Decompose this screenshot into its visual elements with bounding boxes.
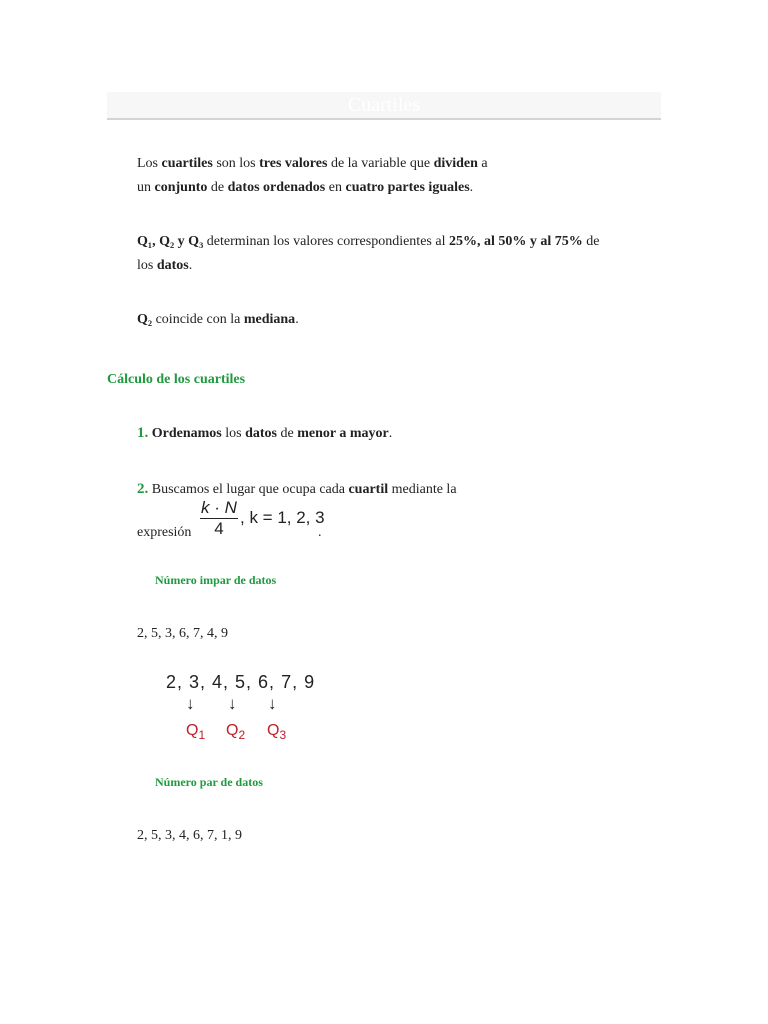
text: de la variable que xyxy=(327,156,434,171)
median-paragraph xyxy=(137,308,299,332)
text: los xyxy=(137,258,157,273)
text: Buscamos el lugar que ocupa cada xyxy=(148,482,349,497)
even-heading xyxy=(155,774,263,790)
subsection-title: Número par de datos xyxy=(155,775,263,789)
q-index: 3 xyxy=(279,728,287,743)
q-letter: Q xyxy=(267,722,280,739)
text: mediante la xyxy=(388,482,457,497)
text-bold: Q₂ xyxy=(137,312,153,327)
step-number: 2. xyxy=(137,481,149,497)
text-bold: dividen xyxy=(433,156,478,171)
page-title: Cuartiles xyxy=(347,94,421,116)
quartiles-definition xyxy=(137,230,599,278)
text: un xyxy=(137,180,155,195)
section-title: Cálculo de los cuartiles xyxy=(107,372,246,387)
intro-paragraph xyxy=(137,152,488,200)
text: . xyxy=(188,258,193,273)
q-index: 1 xyxy=(198,728,206,743)
text: de xyxy=(207,180,228,195)
step-1 xyxy=(137,421,392,446)
text-bold: tres valores xyxy=(259,156,328,171)
text-bold: cuatro partes iguales xyxy=(345,180,470,195)
formula-numerator: k · N xyxy=(201,498,237,517)
text-bold: 25%, al 50% y al 75% xyxy=(448,234,583,249)
text: de xyxy=(582,234,600,249)
arrow-down-icon: ↓ xyxy=(186,694,195,713)
odd-heading xyxy=(155,572,276,588)
text-bold: menor a mayor xyxy=(297,426,389,441)
text-bold: Ordenamos xyxy=(151,426,222,441)
text-bold: Q₁, Q₂ y Q₃ xyxy=(137,234,204,249)
text: . xyxy=(388,426,393,441)
formula-fraction xyxy=(200,498,238,539)
arrow-down-icon: ↓ xyxy=(268,694,277,713)
text-bold: datos xyxy=(245,426,277,441)
text: . xyxy=(469,180,474,195)
quartile-label-q1 xyxy=(186,722,205,742)
quartile-label-q2 xyxy=(226,722,245,742)
q-letter: Q xyxy=(226,722,239,739)
text: . xyxy=(295,312,299,327)
odd-data: 2, 5, 3, 6, 7, 4, 9 xyxy=(137,626,228,641)
text: en xyxy=(325,180,346,195)
odd-sorted-data: 2, 3, 4, 5, 6, 7, 9 xyxy=(166,672,316,692)
subsection-title: Número impar de datos xyxy=(155,573,277,587)
arrow-down-icon: ↓ xyxy=(228,694,237,713)
q-letter: Q xyxy=(186,722,199,739)
even-data: 2, 5, 3, 4, 6, 7, 1, 9 xyxy=(137,828,242,843)
text-bold: cuartiles xyxy=(161,156,213,171)
text-bold: datos ordenados xyxy=(227,180,326,195)
text-bold: mediana xyxy=(243,312,296,327)
step-2-expression-label: expresión xyxy=(137,525,192,540)
text: los xyxy=(221,426,246,441)
formula-rest: , k = 1, 2, 3 xyxy=(240,508,325,527)
text: coincide con la xyxy=(152,312,244,327)
text: Los xyxy=(137,156,162,171)
text: a xyxy=(477,156,488,171)
formula-denominator: 4 xyxy=(200,518,238,539)
title-bar xyxy=(107,92,661,120)
step-2 xyxy=(137,477,457,502)
formula-end: . xyxy=(318,525,322,540)
step-number: 1. xyxy=(137,425,149,441)
quartile-label-q3 xyxy=(267,722,286,742)
text: de xyxy=(277,426,298,441)
text-bold: datos xyxy=(156,258,189,273)
text-bold: cuartil xyxy=(348,482,389,497)
text: son los xyxy=(212,156,260,171)
text-bold: conjunto xyxy=(154,180,208,195)
q-index: 2 xyxy=(238,728,246,743)
text: determinan los valores correspondientes al xyxy=(203,234,449,249)
